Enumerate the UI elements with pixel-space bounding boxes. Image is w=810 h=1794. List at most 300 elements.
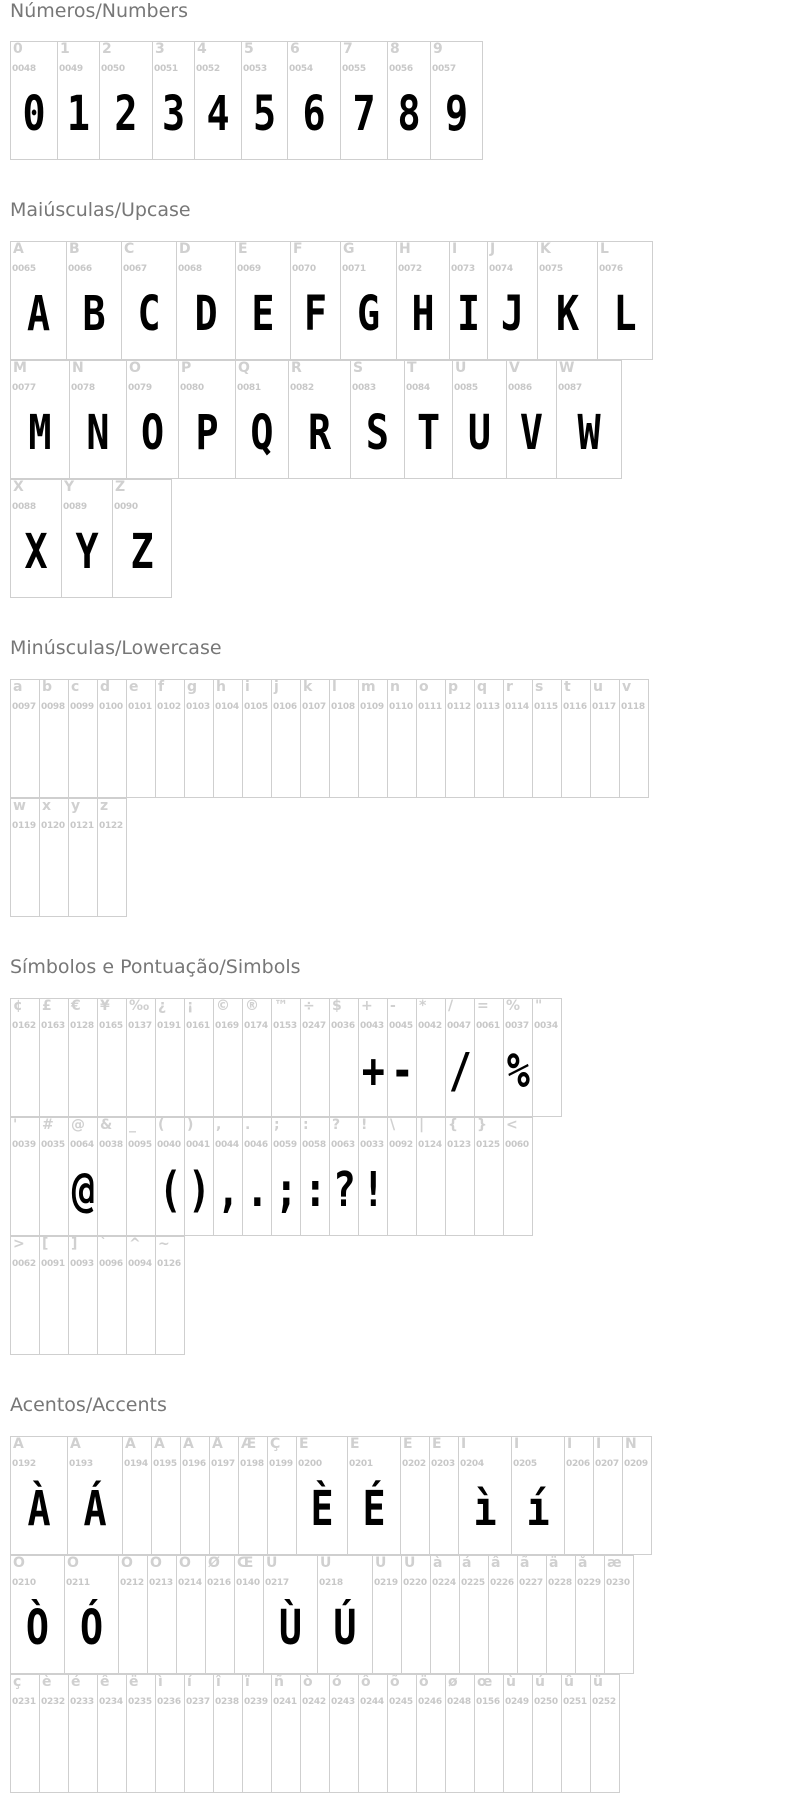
char-label: w	[13, 799, 26, 814]
char-label: á	[462, 1556, 472, 1571]
char-code: 0047	[447, 1021, 471, 1031]
glyph-sample: Ò	[25, 1600, 50, 1656]
glyph-cell	[359, 1118, 388, 1236]
glyph-cell	[272, 999, 301, 1117]
glyph-cell	[475, 999, 504, 1117]
char-label: k	[303, 680, 313, 695]
char-code: 0105	[244, 702, 268, 712]
char-label: Ó	[67, 1556, 79, 1571]
char-code: 0217	[265, 1578, 289, 1588]
char-code: 0121	[70, 821, 94, 831]
char-label: }	[477, 1118, 487, 1133]
char-label: 4	[197, 42, 207, 57]
glyph-cell	[359, 999, 388, 1117]
glyph-cell	[177, 242, 236, 360]
glyph-row	[10, 41, 483, 160]
glyph-cell	[122, 242, 177, 360]
glyph-cell	[127, 680, 156, 798]
glyph-cell	[156, 680, 185, 798]
char-code: 0100	[99, 702, 123, 712]
char-label: Ï	[596, 1437, 602, 1452]
glyph-cell	[591, 1675, 620, 1793]
char-code: 0235	[128, 1697, 152, 1707]
char-code: 0058	[302, 1140, 326, 1150]
char-label: +	[361, 999, 373, 1014]
char-code: 0203	[431, 1459, 455, 1469]
char-code: 0233	[70, 1697, 94, 1707]
glyph-sample: B	[82, 286, 106, 342]
char-code: 0086	[508, 383, 532, 393]
glyph-cell	[297, 1437, 348, 1555]
glyph-cell	[388, 999, 417, 1117]
section-title-numeros-numbers: Números/Numbers	[10, 0, 188, 22]
char-label: p	[448, 680, 459, 695]
char-code: 0093	[70, 1259, 94, 1269]
glyph-sample: %	[506, 1043, 530, 1099]
char-label: ™	[274, 999, 288, 1014]
char-label: *	[419, 999, 427, 1014]
glyph-cell	[272, 1118, 301, 1236]
char-label: &	[100, 1118, 113, 1133]
char-label: D	[179, 242, 191, 257]
char-label: y	[71, 799, 81, 814]
glyph-cell	[11, 1437, 68, 1555]
glyph-sample: É	[362, 1481, 386, 1537]
char-code: 0087	[558, 383, 582, 393]
glyph-sample: E	[251, 286, 275, 342]
glyph-sample: )	[187, 1162, 211, 1218]
glyph-cell	[594, 1437, 623, 1555]
char-label: @	[71, 1118, 85, 1133]
glyph-cell	[264, 1556, 318, 1674]
char-label: ÷	[303, 999, 315, 1014]
glyph-cell	[431, 42, 483, 160]
char-label: Ì	[461, 1437, 467, 1452]
glyph-row	[10, 1117, 533, 1236]
glyph-sample: 0	[22, 86, 46, 142]
glyph-cell	[98, 1675, 127, 1793]
glyph-cell	[11, 42, 58, 160]
char-code: 0211	[66, 1578, 90, 1588]
char-code: 0090	[114, 502, 138, 512]
char-label: O	[129, 361, 141, 376]
char-label: è	[42, 1675, 52, 1690]
char-code: 0120	[41, 821, 65, 831]
glyph-cell	[236, 361, 289, 479]
char-code: 0244	[360, 1697, 384, 1707]
glyph-cell	[69, 1675, 98, 1793]
char-label: È	[299, 1437, 309, 1452]
char-label: û	[564, 1675, 574, 1690]
char-label: r	[506, 680, 513, 695]
char-code: 0206	[566, 1459, 590, 1469]
char-label: Î	[567, 1437, 573, 1452]
char-label: 8	[390, 42, 400, 57]
char-code: 0231	[12, 1697, 36, 1707]
char-label: R	[291, 361, 302, 376]
glyph-sample: S	[365, 405, 390, 461]
char-label: [	[42, 1237, 49, 1252]
glyph-cell	[11, 1556, 65, 1674]
char-label: Œ	[237, 1556, 254, 1571]
glyph-cell	[11, 680, 40, 798]
char-label: €	[71, 999, 81, 1014]
glyph-sample: Y	[75, 524, 99, 580]
char-code: 0232	[41, 1697, 65, 1707]
glyph-cell	[301, 680, 330, 798]
char-code: 0083	[352, 383, 376, 393]
glyph-cell	[373, 1556, 402, 1674]
char-label: (	[158, 1118, 165, 1133]
char-code: 0226	[490, 1578, 514, 1588]
char-code: 0096	[99, 1259, 123, 1269]
char-label: Æ	[241, 1437, 257, 1452]
char-label: ~	[158, 1237, 170, 1252]
glyph-cell	[40, 680, 69, 798]
glyph-cell	[11, 1118, 40, 1236]
char-code: 0112	[447, 702, 471, 712]
glyph-sample: 8	[397, 86, 421, 142]
char-code: 0236	[157, 1697, 181, 1707]
glyph-cell	[301, 999, 330, 1117]
glyph-sample: D	[194, 286, 218, 342]
glyph-cell	[504, 999, 533, 1117]
char-code: 0060	[505, 1140, 529, 1150]
glyph-cell	[98, 999, 127, 1117]
char-label: Ñ	[625, 1437, 637, 1452]
char-label: F	[293, 242, 303, 257]
glyph-cell	[214, 999, 243, 1117]
glyph-cell	[272, 680, 301, 798]
glyph-cell	[488, 242, 538, 360]
char-label: {	[448, 1118, 458, 1133]
glyph-cell	[67, 242, 122, 360]
char-label: É	[350, 1437, 360, 1452]
char-label: ã	[520, 1556, 530, 1571]
char-code: 0034	[534, 1021, 558, 1031]
char-label: o	[419, 680, 429, 695]
char-label: V	[509, 361, 520, 376]
glyph-cell	[127, 1118, 156, 1236]
char-code: 0140	[236, 1578, 260, 1588]
char-code: 0043	[360, 1021, 384, 1031]
char-code: 0162	[12, 1021, 36, 1031]
char-code: 0091	[41, 1259, 65, 1269]
char-code: 0137	[128, 1021, 152, 1031]
char-label: B	[69, 242, 80, 257]
glyph-cell	[69, 1118, 98, 1236]
glyph-cell	[195, 42, 242, 160]
glyph-cell	[504, 1675, 533, 1793]
char-code: 0125	[476, 1140, 500, 1150]
glyph-sample: 5	[252, 86, 277, 142]
glyph-cell	[11, 799, 40, 917]
glyph-cell	[40, 1118, 69, 1236]
glyph-cell	[214, 1675, 243, 1793]
char-code: 0227	[519, 1578, 543, 1588]
char-code: 0218	[319, 1578, 343, 1588]
char-code: 0080	[180, 383, 204, 393]
glyph-cell	[330, 1118, 359, 1236]
char-label: =	[477, 999, 489, 1014]
char-code: 0081	[237, 383, 261, 393]
glyph-sample: /	[448, 1043, 472, 1099]
char-label: q	[477, 680, 488, 695]
char-code: 0092	[389, 1140, 413, 1150]
glyph-cell	[518, 1556, 547, 1674]
glyph-cell	[243, 1675, 272, 1793]
glyph-cell	[512, 1437, 565, 1555]
glyph-cell	[210, 1437, 239, 1555]
glyph-row	[10, 1555, 634, 1674]
char-label: å	[578, 1556, 588, 1571]
glyph-cell	[69, 1237, 98, 1355]
char-code: 0089	[63, 502, 87, 512]
char-code: 0044	[215, 1140, 239, 1150]
char-label: C	[124, 242, 135, 257]
char-label: ö	[419, 1675, 429, 1690]
char-code: 0076	[599, 264, 623, 274]
glyph-cell	[417, 999, 446, 1117]
char-code: 0064	[70, 1140, 94, 1150]
char-code: 0195	[153, 1459, 177, 1469]
glyph-cell	[65, 1556, 119, 1674]
char-code: 0033	[360, 1140, 384, 1150]
glyph-cell	[341, 242, 397, 360]
char-label: 9	[433, 42, 443, 57]
char-code: 0085	[454, 383, 478, 393]
glyph-cell	[148, 1556, 177, 1674]
char-label: .	[245, 1118, 251, 1133]
char-label: x	[42, 799, 52, 814]
glyph-sample: í	[526, 1481, 550, 1537]
char-code: 0156	[476, 1697, 500, 1707]
glyph-sample: 1	[66, 86, 91, 142]
char-label: í	[187, 1675, 192, 1690]
glyph-sample: Ú	[333, 1600, 357, 1656]
glyph-cell	[562, 680, 591, 798]
char-label: M	[13, 361, 27, 376]
glyph-sample: ì	[473, 1481, 497, 1537]
char-label: ù	[506, 1675, 516, 1690]
glyph-sample: :	[303, 1162, 327, 1218]
glyph-cell	[239, 1437, 268, 1555]
char-code: 0196	[182, 1459, 206, 1469]
char-code: 0052	[196, 64, 220, 74]
char-label: a	[13, 680, 23, 695]
char-label: %	[506, 999, 521, 1014]
char-label: ë	[129, 1675, 139, 1690]
glyph-row	[10, 798, 127, 917]
char-label: 3	[155, 42, 165, 57]
glyph-cell	[98, 799, 127, 917]
char-label: À	[13, 1437, 24, 1452]
char-code: 0103	[186, 702, 210, 712]
glyph-cell	[330, 999, 359, 1117]
char-label: ê	[100, 1675, 110, 1690]
glyph-cell	[475, 1118, 504, 1236]
char-label: ô	[361, 1675, 371, 1690]
char-code: 0075	[539, 264, 563, 274]
char-label: '	[13, 1118, 18, 1133]
glyph-cell	[405, 361, 453, 479]
glyph-cell	[446, 1675, 475, 1793]
char-code: 0207	[595, 1459, 619, 1469]
glyph-cell	[388, 42, 431, 160]
glyph-cell	[460, 1556, 489, 1674]
glyph-cell	[214, 680, 243, 798]
char-code: 0161	[186, 1021, 210, 1031]
char-label: "	[535, 999, 543, 1014]
char-code: 0245	[389, 1697, 413, 1707]
section-title-acentos-accents: Acentos/Accents	[10, 1394, 167, 1416]
glyph-cell	[301, 1675, 330, 1793]
char-label: l	[332, 680, 337, 695]
char-label: Ä	[183, 1437, 194, 1452]
glyph-cell	[40, 999, 69, 1117]
char-code: 0191	[157, 1021, 181, 1031]
char-code: 0249	[505, 1697, 529, 1707]
char-code: 0077	[12, 383, 36, 393]
char-code: 0038	[99, 1140, 123, 1150]
char-label: z	[100, 799, 109, 814]
char-label: Á	[70, 1437, 81, 1452]
glyph-sample: .	[245, 1162, 269, 1218]
char-code: 0049	[59, 64, 83, 74]
char-code: 0073	[451, 264, 475, 274]
char-label: n	[390, 680, 400, 695]
char-code: 0109	[360, 702, 384, 712]
glyph-cell	[453, 361, 507, 479]
char-code: 0123	[447, 1140, 471, 1150]
glyph-sample: Á	[83, 1481, 107, 1537]
char-label: à	[433, 1556, 443, 1571]
glyph-cell	[348, 1437, 401, 1555]
char-code: 0224	[432, 1578, 456, 1588]
glyph-cell	[185, 1675, 214, 1793]
char-label: J	[490, 242, 496, 257]
char-label: Ú	[320, 1556, 332, 1571]
char-label: |	[419, 1118, 425, 1133]
char-label: Õ	[150, 1556, 162, 1571]
char-code: 0039	[12, 1140, 36, 1150]
char-label: 1	[60, 42, 70, 57]
char-label: Ø	[208, 1556, 220, 1571]
char-code: 0072	[398, 264, 422, 274]
glyph-cell	[11, 480, 62, 598]
glyph-cell	[40, 799, 69, 917]
char-code: 0124	[418, 1140, 442, 1150]
glyph-sample: 3	[161, 86, 186, 142]
char-code: 0094	[128, 1259, 152, 1269]
char-code: 0056	[389, 64, 413, 74]
glyph-cell	[388, 1675, 417, 1793]
glyph-cell	[127, 999, 156, 1117]
char-code: 0037	[505, 1021, 529, 1031]
char-label: 7	[343, 42, 353, 57]
glyph-cell	[620, 680, 649, 798]
char-code: 0197	[211, 1459, 235, 1469]
glyph-cell	[351, 361, 405, 479]
glyph-row	[10, 479, 172, 598]
char-code: 0174	[244, 1021, 268, 1031]
char-code: 0065	[12, 264, 36, 274]
char-code: 0214	[178, 1578, 202, 1588]
char-label: Ü	[404, 1556, 416, 1571]
char-code: 0057	[432, 64, 456, 74]
glyph-row	[10, 679, 649, 798]
char-code: 0063	[331, 1140, 355, 1150]
glyph-cell	[243, 999, 272, 1117]
glyph-cell	[489, 1556, 518, 1674]
glyph-sample: 2	[114, 86, 138, 142]
glyph-cell	[341, 42, 388, 160]
glyph-sample: À	[27, 1481, 51, 1537]
char-code: 0216	[207, 1578, 231, 1588]
glyph-sample: Z	[130, 524, 154, 580]
glyph-sample: X	[24, 524, 48, 580]
char-code: 0220	[403, 1578, 427, 1588]
glyph-sample: V	[519, 405, 544, 461]
char-label: 2	[102, 42, 112, 57]
char-code: 0234	[99, 1697, 123, 1707]
char-code: 0041	[186, 1140, 210, 1150]
char-code: 0078	[71, 383, 95, 393]
glyph-sample: R	[307, 405, 332, 461]
char-label: ø	[448, 1675, 458, 1690]
char-label: Í	[514, 1437, 520, 1452]
glyph-cell	[359, 680, 388, 798]
char-code: 0201	[349, 1459, 373, 1469]
char-code: 0118	[621, 702, 645, 712]
glyph-cell	[475, 1675, 504, 1793]
char-code: 0116	[563, 702, 587, 712]
glyph-cell	[179, 361, 236, 479]
glyph-cell	[330, 1675, 359, 1793]
char-label: <	[506, 1118, 518, 1133]
glyph-cell	[504, 680, 533, 798]
section-title-simbolos-e-pontuacao-simbols: Símbolos e Pontuação/Simbols	[10, 956, 301, 978]
char-code: 0046	[244, 1140, 268, 1150]
glyph-cell	[113, 480, 172, 598]
char-label: S	[353, 361, 364, 376]
char-code: 0070	[292, 264, 316, 274]
char-label: ?	[332, 1118, 341, 1133]
glyph-cell	[450, 242, 488, 360]
char-code: 0250	[534, 1697, 558, 1707]
char-code: 0230	[606, 1578, 630, 1588]
glyph-cell	[288, 42, 341, 160]
glyph-sample: L	[613, 286, 637, 342]
char-code: 0099	[70, 702, 94, 712]
char-code: 0067	[123, 264, 147, 274]
char-label: `	[100, 1237, 107, 1252]
char-code: 0119	[12, 821, 36, 831]
char-label: N	[72, 361, 84, 376]
char-label: ‰	[129, 999, 150, 1014]
char-label: A	[13, 242, 24, 257]
glyph-cell	[127, 1237, 156, 1355]
char-label: ò	[303, 1675, 313, 1690]
char-label: é	[71, 1675, 81, 1690]
glyph-cell	[100, 42, 153, 160]
char-label: t	[564, 680, 571, 695]
char-label: H	[399, 242, 411, 257]
glyph-cell	[402, 1556, 431, 1674]
glyph-cell	[236, 242, 291, 360]
char-label: P	[181, 361, 192, 376]
char-label: ï	[245, 1675, 250, 1690]
